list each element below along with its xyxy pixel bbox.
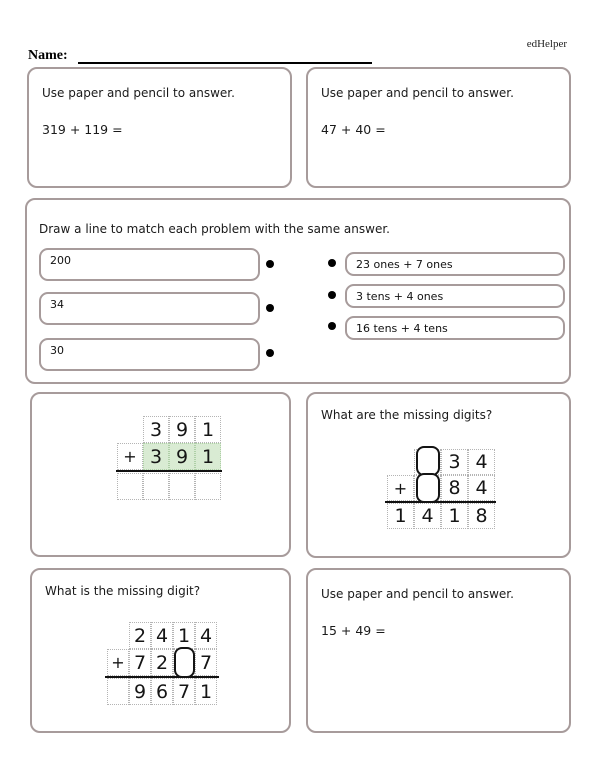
- problem-text: 47 + 40 =: [321, 122, 386, 137]
- answer-cell-empty: [107, 678, 129, 705]
- answer-cell: 6: [151, 678, 173, 705]
- brand-text: edHelper: [526, 38, 567, 50]
- match-right-dot-3[interactable]: [328, 322, 336, 330]
- answer-cell: 9: [129, 678, 151, 705]
- blank-digit-box[interactable]: [416, 446, 440, 476]
- problem-text: 15 + 49 =: [321, 623, 386, 638]
- grid-cell: 2: [129, 622, 151, 649]
- panel-missing-digit: [30, 568, 291, 733]
- instruction-text: Use paper and pencil to answer.: [321, 587, 514, 601]
- instruction-text: Use paper and pencil to answer.: [42, 86, 235, 100]
- grid-cell: 4: [151, 622, 173, 649]
- blank-digit-box[interactable]: [416, 473, 440, 503]
- panel-paper-pencil-2: [306, 67, 571, 188]
- match-left-option-3[interactable]: 30: [39, 338, 260, 371]
- sum-line: [116, 470, 222, 472]
- answer-cell-empty[interactable]: [169, 473, 195, 500]
- answer-cell: 1: [387, 503, 414, 529]
- grid-cell-highlighted: 3: [143, 443, 169, 470]
- panel-paper-pencil-3: [306, 568, 571, 733]
- match-right-dot-2[interactable]: [328, 291, 336, 299]
- panel-matching: [25, 198, 571, 384]
- grid-cell-highlighted: 9: [169, 443, 195, 470]
- question-text: What is the missing digit?: [45, 584, 201, 598]
- grid-cell: 4: [468, 475, 495, 501]
- grid-cell: 2: [151, 649, 173, 676]
- match-left-dot-3[interactable]: [266, 349, 274, 357]
- problem-text: 319 + 119 =: [42, 122, 123, 137]
- match-left-option-2[interactable]: 34: [39, 292, 260, 325]
- matching-instruction: Draw a line to match each problem with the same answer.: [39, 222, 390, 236]
- grid-cell: 1: [195, 416, 221, 443]
- answer-cell: 8: [468, 503, 495, 529]
- match-right-option-3[interactable]: 16 tens + 4 tens: [345, 316, 565, 340]
- grid-cell: 4: [468, 449, 495, 475]
- grid-cell: 4: [195, 622, 217, 649]
- plus-operator-cell: +: [117, 443, 143, 470]
- grid-cell: 8: [441, 475, 468, 501]
- panel-missing-digits: [306, 392, 571, 558]
- grid-cell-highlighted: 1: [195, 443, 221, 470]
- name-fill-in-line[interactable]: [78, 62, 372, 64]
- answer-cell: 7: [173, 678, 195, 705]
- match-right-option-1[interactable]: 23 ones + 7 ones: [345, 252, 565, 276]
- match-right-option-2[interactable]: 3 tens + 4 ones: [345, 284, 565, 308]
- match-left-dot-2[interactable]: [266, 304, 274, 312]
- panel-paper-pencil-1: [27, 67, 292, 188]
- grid-cell: 9: [169, 416, 195, 443]
- grid-cell: 7: [195, 649, 217, 676]
- grid-cell: 3: [143, 416, 169, 443]
- match-left-dot-1[interactable]: [266, 260, 274, 268]
- plus-operator-cell: +: [387, 475, 414, 501]
- answer-cell-empty[interactable]: [117, 473, 143, 500]
- answer-cell: 4: [414, 503, 441, 529]
- answer-cell: 1: [195, 678, 217, 705]
- grid-cell: 1: [173, 622, 195, 649]
- instruction-text: Use paper and pencil to answer.: [321, 86, 514, 100]
- grid-cell: 7: [129, 649, 151, 676]
- panel-addition-grid: [30, 392, 291, 557]
- answer-cell-empty[interactable]: [143, 473, 169, 500]
- plus-operator-cell: +: [107, 649, 129, 676]
- grid-cell: 3: [441, 449, 468, 475]
- blank-digit-box[interactable]: [174, 647, 195, 678]
- answer-cell-empty[interactable]: [195, 473, 221, 500]
- name-label: Name:: [28, 48, 68, 63]
- answer-cell: 1: [441, 503, 468, 529]
- match-right-dot-1[interactable]: [328, 259, 336, 267]
- question-text: What are the missing digits?: [321, 408, 493, 422]
- match-left-option-1[interactable]: 200: [39, 248, 260, 281]
